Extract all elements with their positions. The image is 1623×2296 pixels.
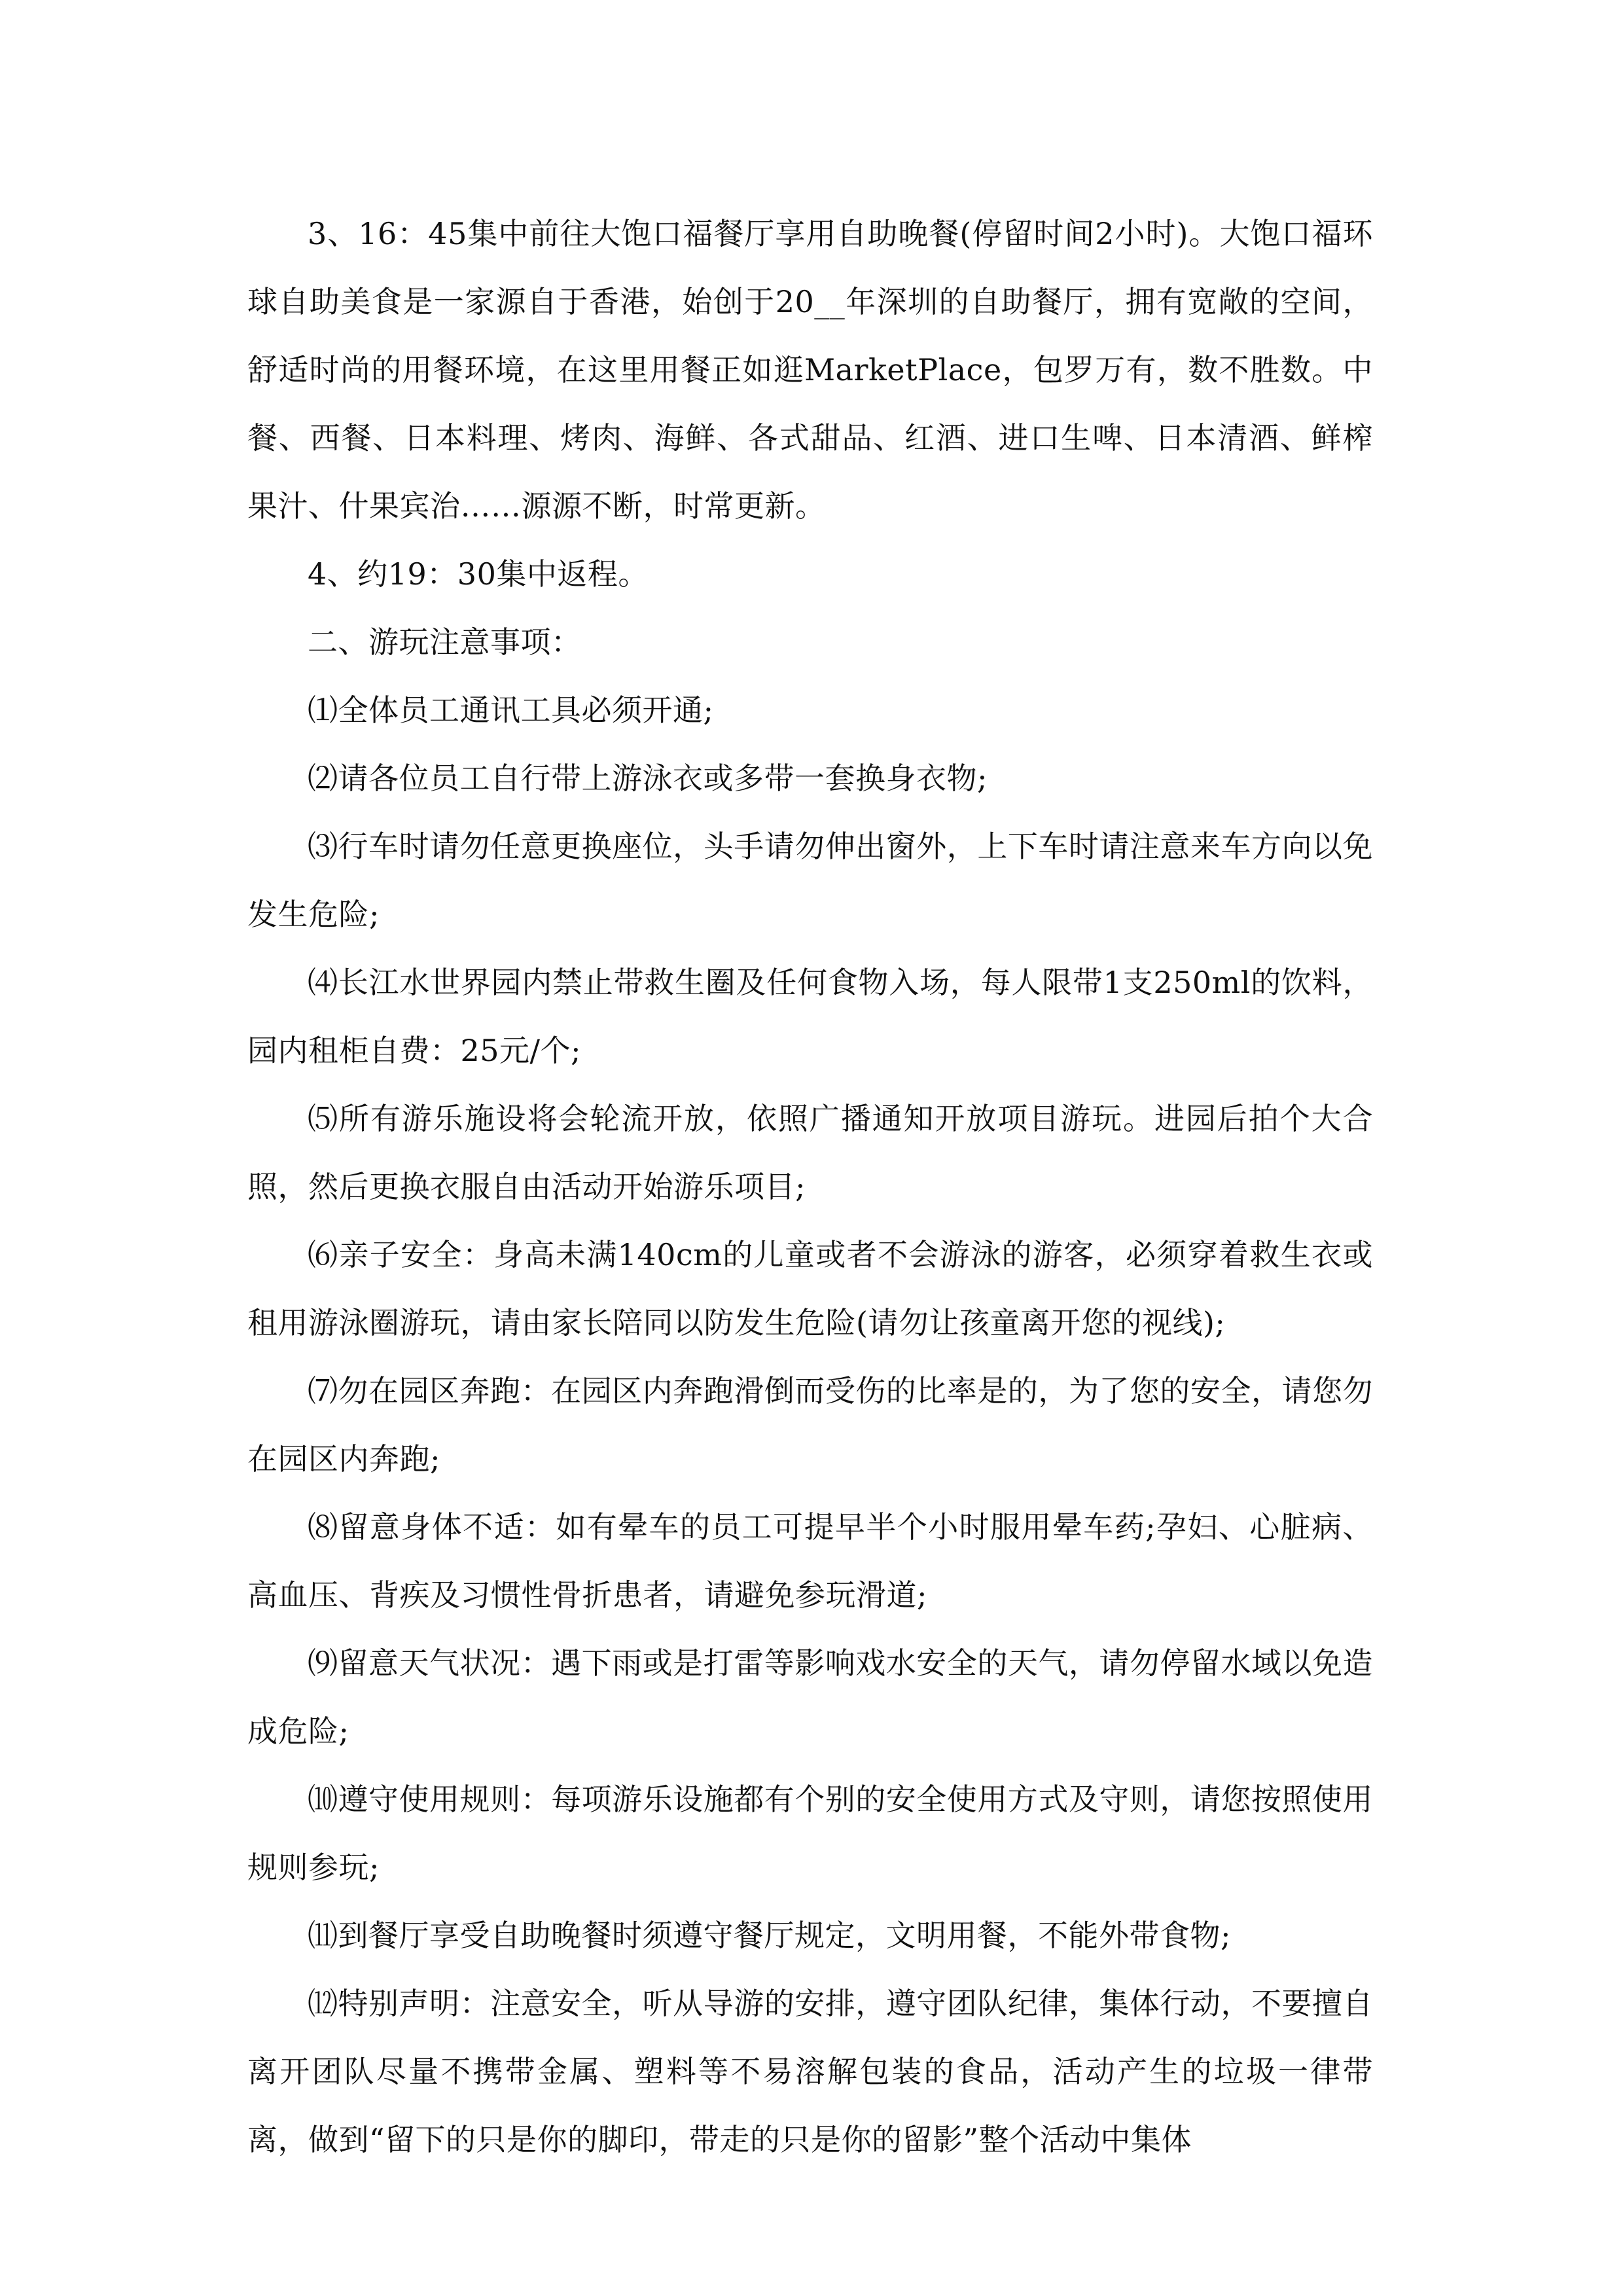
section-heading-notes: 二、游玩注意事项： xyxy=(308,624,582,660)
note-item-9: ⑼留意天气状况：遇下雨或是打雷等影响戏水安全的天气，请勿停留水域以免造成危险; xyxy=(247,1645,1373,1749)
note-item-2: ⑵请各位员工自行带上游泳衣或多带一套换身衣物; xyxy=(308,761,988,796)
note-item-6: ⑹亲子安全：身高未满140cm的儿童或者不会游泳的游客，必须穿着救生衣或租用游泳圈游玩，请由家长陪同以防发生危险(请勿让孩童离开您的视线); xyxy=(247,1237,1373,1340)
note-item-7: ⑺勿在园区奔跑：在园区内奔跑滑倒而受伤的比率是的，为了您的安全，请您勿在园区内奔跑; xyxy=(247,1373,1373,1477)
paragraph-dinner-schedule: 3、16：45集中前往大饱口福餐厅享用自助晚餐(停留时间2小时)。大饱口福环球自助美食是一家源自于香港，始创于20__年深圳的自助餐厅，拥有宽敞的空间，舒适时尚的用餐环境，在这里用餐正如逛MarketPlace，包罗万有，数不胜数。中餐、西餐、日本料理、烤肉、海鲜、各式甜品、红酒、进口生啤、日本清酒、鲜榨果汁、什果宾治……源源不断，时常更新。 xyxy=(247,216,1373,524)
note-item-5: ⑸所有游乐施设将会轮流开放，依照广播通知开放项目游玩。进园后拍个大合照，然后更换衣服自由活动开始游乐项目; xyxy=(247,1101,1373,1204)
note-item-4: ⑷长江水世界园内禁止带救生圈及任何食物入场，每人限带1支250ml的饮料，园内租柜自费：25元/个; xyxy=(247,965,1373,1068)
note-item-3: ⑶行车时请勿任意更换座位，头手请勿伸出窗外，上下车时请注意来车方向以免发生危险; xyxy=(247,829,1373,932)
document-body xyxy=(247,200,1373,2174)
note-item-11: ⑾到餐厅享受自助晚餐时须遵守餐厅规定，文明用餐，不能外带食物; xyxy=(308,1918,1231,1953)
note-item-8: ⑻留意身体不适：如有晕车的员工可提早半个小时服用晕车药;孕妇、心脏病、高血压、背疾及习惯性骨折患者，请避免参玩滑道; xyxy=(247,1509,1373,1613)
note-item-10: ⑽遵守使用规则：每项游乐设施都有个别的安全使用方式及守则，请您按照使用规则参玩; xyxy=(247,1782,1373,1885)
paragraph-return-time: 4、约19：30集中返程。 xyxy=(308,556,649,592)
note-item-12: ⑿特别声明：注意安全，听从导游的安排，遵守团队纪律，集体行动，不要擅自离开团队尽量不携带金属、塑料等不易溶解包装的食品，活动产生的垃圾一律带离，做到“留下的只是你的脚印，带走的只是你的留影”整个活动中集体 xyxy=(247,1986,1373,2157)
note-item-1: ⑴全体员工通讯工具必须开通; xyxy=(308,692,714,728)
